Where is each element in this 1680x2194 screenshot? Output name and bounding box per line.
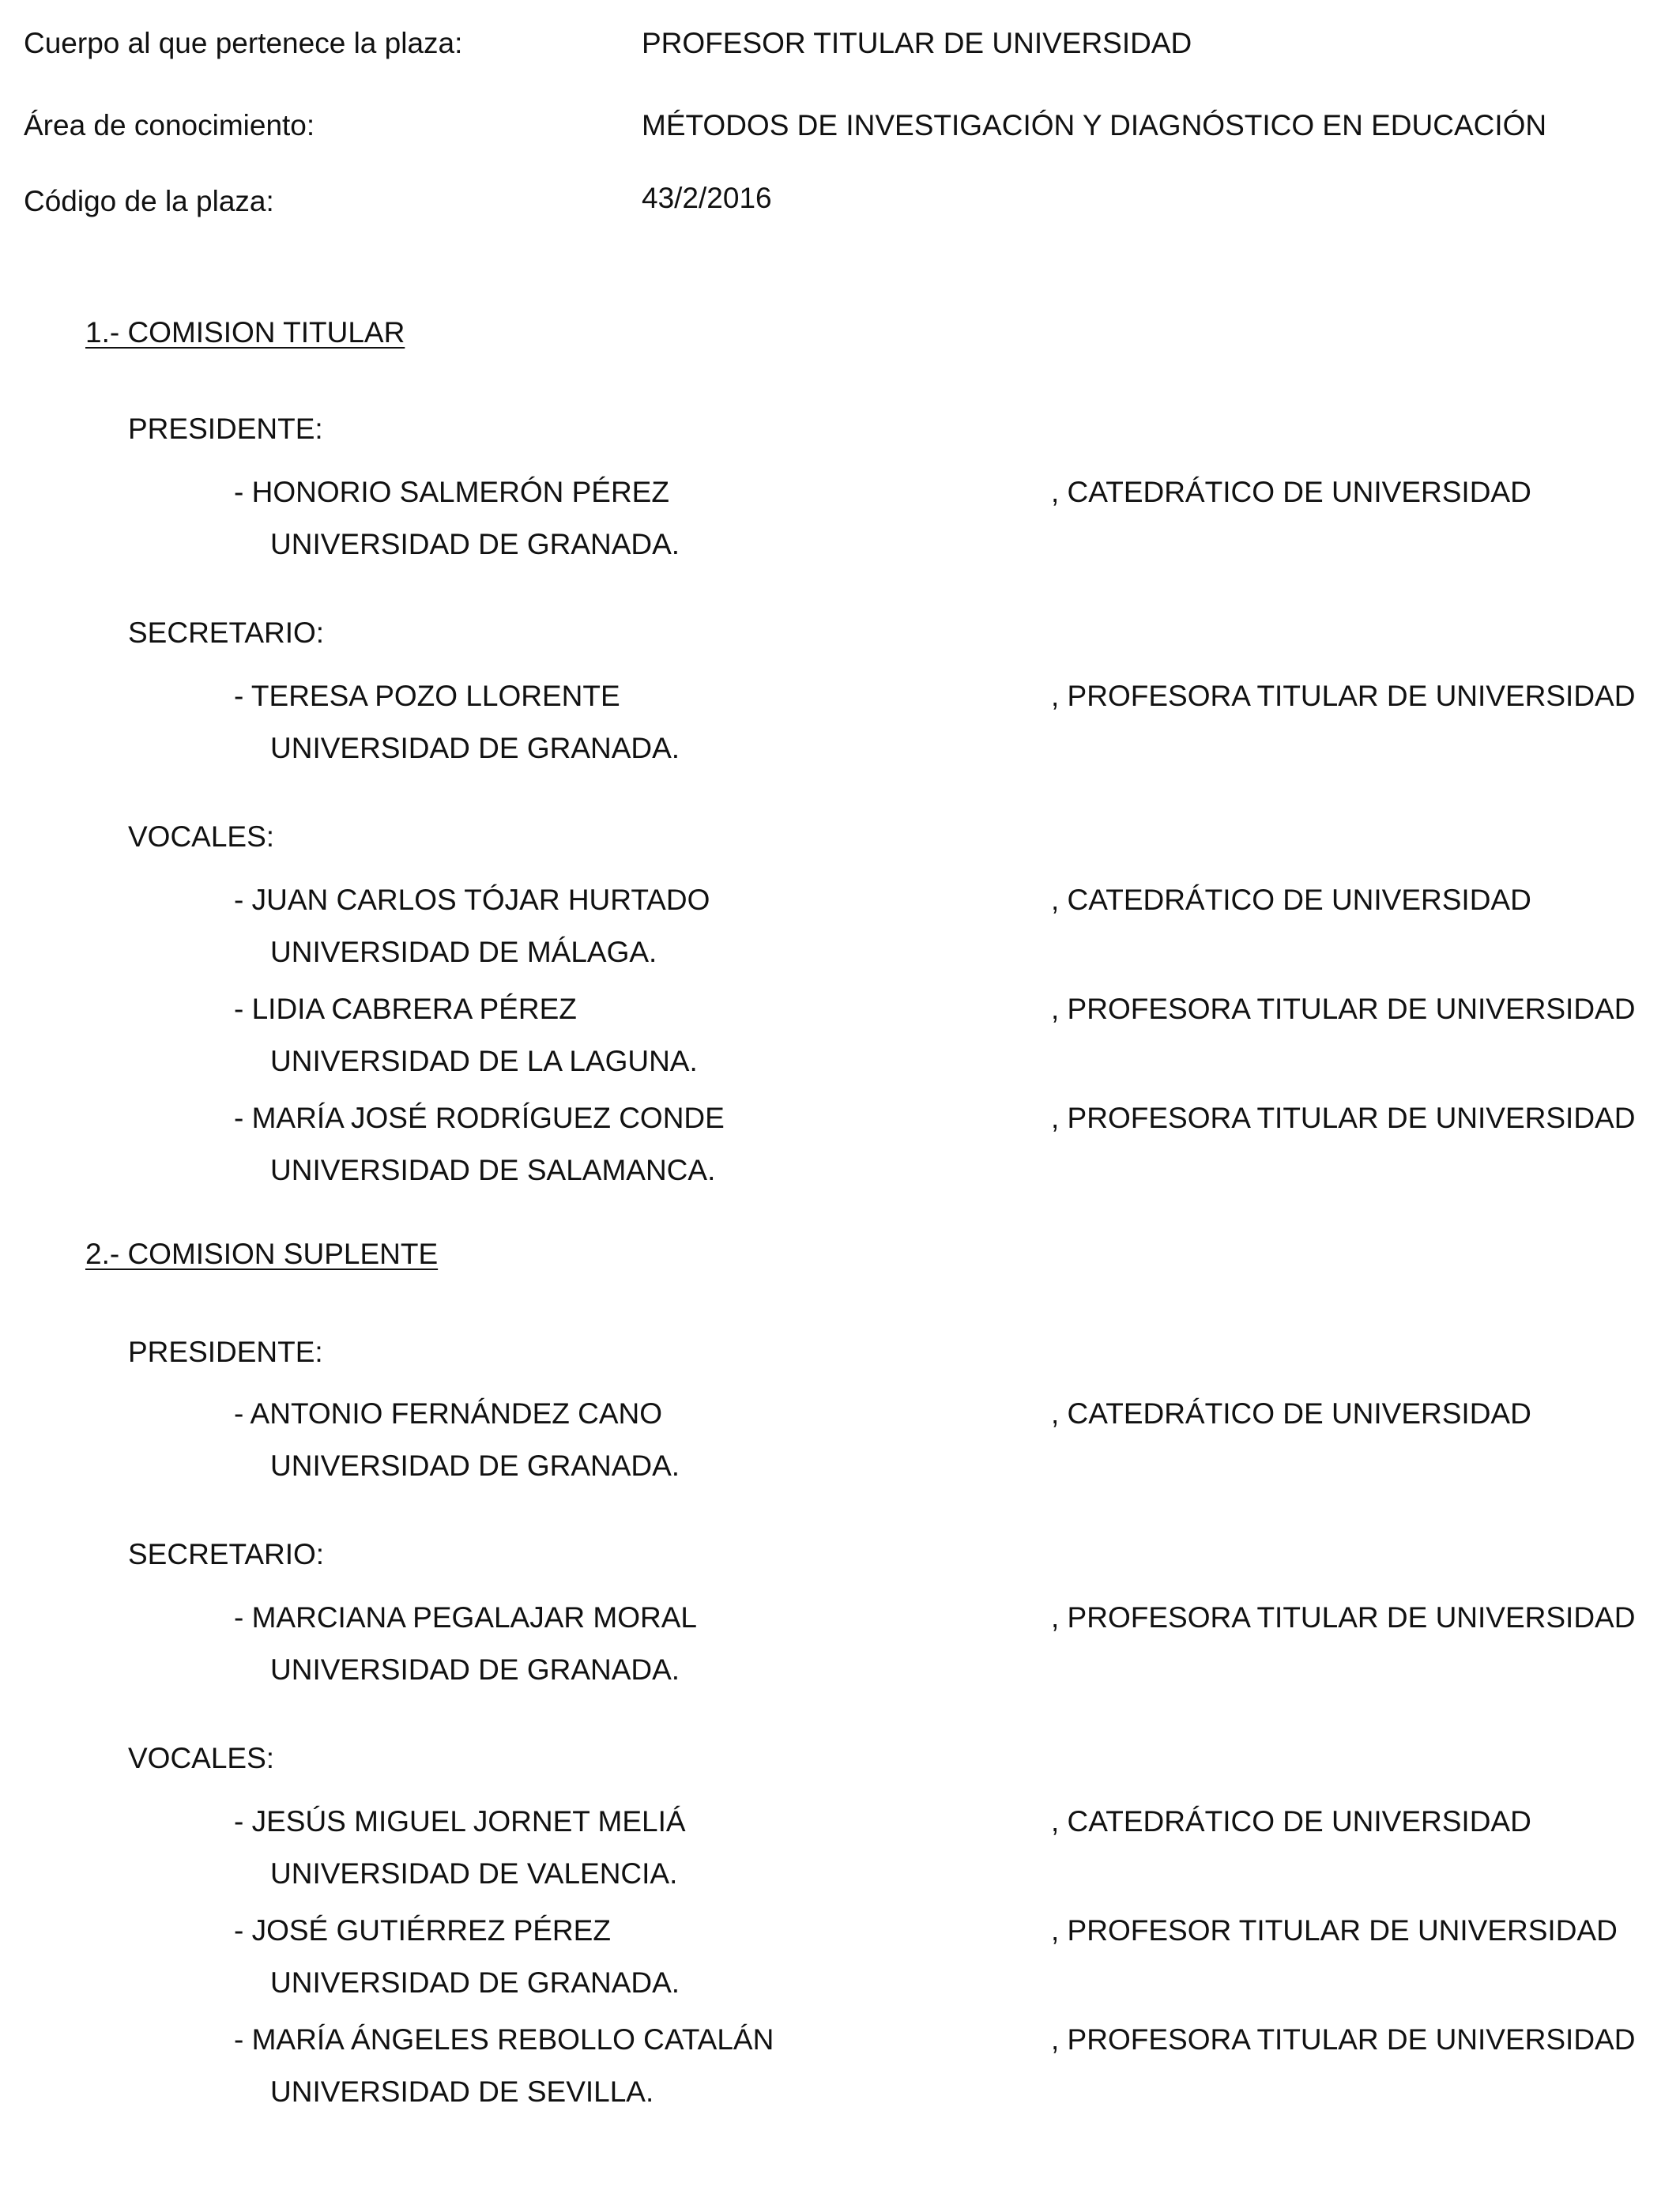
- suplente-vocal-3-university: UNIVERSIDAD DE SEVILLA.: [270, 2075, 654, 2108]
- area-value: MÉTODOS DE INVESTIGACIÓN Y DIAGNÓSTICO EN EDUCACIÓN: [642, 109, 1547, 141]
- titular-vocal-1-university: UNIVERSIDAD DE MÁLAGA.: [270, 936, 657, 968]
- titular-secretario-university: UNIVERSIDAD DE GRANADA.: [270, 732, 680, 764]
- suplente-vocal-2-university: UNIVERSIDAD DE GRANADA.: [270, 1966, 680, 1999]
- suplente-vocal-2-rank: , PROFESOR TITULAR DE UNIVERSIDAD: [1051, 1914, 1618, 1947]
- section-title-suplente: 2.- COMISION SUPLENTE: [85, 1238, 439, 1270]
- suplente-vocal-2-name: - JOSÉ GUTIÉRREZ PÉREZ: [234, 1914, 611, 1947]
- titular-secretario-heading: SECRETARIO:: [128, 616, 325, 649]
- titular-presidente-heading: PRESIDENTE:: [128, 413, 323, 445]
- titular-vocal-3-name: - MARÍA JOSÉ RODRÍGUEZ CONDE: [234, 1102, 725, 1134]
- suplente-vocal-3-rank: , PROFESORA TITULAR DE UNIVERSIDAD: [1051, 2023, 1636, 2056]
- titular-vocal-1-name: - JUAN CARLOS TÓJAR HURTADO: [234, 884, 710, 916]
- codigo-value: 43/2/2016: [642, 182, 772, 214]
- suplente-secretario-university: UNIVERSIDAD DE GRANADA.: [270, 1653, 680, 1686]
- titular-secretario-name: - TERESA POZO LLORENTE: [234, 680, 620, 712]
- suplente-secretario-heading: SECRETARIO:: [128, 1538, 325, 1570]
- titular-secretario-rank: , PROFESORA TITULAR DE UNIVERSIDAD: [1051, 680, 1636, 712]
- suplente-presidente-rank: , CATEDRÁTICO DE UNIVERSIDAD: [1051, 1397, 1531, 1430]
- cuerpo-value: PROFESOR TITULAR DE UNIVERSIDAD: [642, 27, 1192, 59]
- suplente-vocales-heading: VOCALES:: [128, 1742, 275, 1774]
- codigo-label: Código de la plaza:: [24, 185, 274, 217]
- titular-vocal-2-name: - LIDIA CABRERA PÉREZ: [234, 993, 577, 1025]
- titular-vocal-3-rank: , PROFESORA TITULAR DE UNIVERSIDAD: [1051, 1102, 1636, 1134]
- titular-presidente-name: - HONORIO SALMERÓN PÉREZ: [234, 476, 669, 508]
- suplente-vocal-1-university: UNIVERSIDAD DE VALENCIA.: [270, 1857, 678, 1890]
- suplente-vocal-3-name: - MARÍA ÁNGELES REBOLLO CATALÁN: [234, 2023, 774, 2056]
- titular-presidente-rank: , CATEDRÁTICO DE UNIVERSIDAD: [1051, 476, 1531, 508]
- suplente-vocal-1-name: - JESÚS MIGUEL JORNET MELIÁ: [234, 1805, 686, 1838]
- suplente-secretario-rank: , PROFESORA TITULAR DE UNIVERSIDAD: [1051, 1601, 1636, 1634]
- suplente-presidente-university: UNIVERSIDAD DE GRANADA.: [270, 1449, 680, 1482]
- titular-vocal-3-university: UNIVERSIDAD DE SALAMANCA.: [270, 1154, 716, 1186]
- titular-vocal-2-university: UNIVERSIDAD DE LA LAGUNA.: [270, 1045, 698, 1077]
- area-label: Área de conocimiento:: [24, 109, 315, 141]
- suplente-presidente-name: - ANTONIO FERNÁNDEZ CANO: [234, 1397, 663, 1430]
- cuerpo-label: Cuerpo al que pertenece la plaza:: [24, 27, 463, 59]
- section-title-titular: 1.- COMISION TITULAR: [85, 316, 405, 349]
- suplente-vocal-1-rank: , CATEDRÁTICO DE UNIVERSIDAD: [1051, 1805, 1531, 1838]
- titular-vocales-heading: VOCALES:: [128, 820, 275, 853]
- suplente-presidente-heading: PRESIDENTE:: [128, 1336, 323, 1368]
- titular-vocal-2-rank: , PROFESORA TITULAR DE UNIVERSIDAD: [1051, 993, 1636, 1025]
- suplente-secretario-name: - MARCIANA PEGALAJAR MORAL: [234, 1601, 697, 1634]
- titular-vocal-1-rank: , CATEDRÁTICO DE UNIVERSIDAD: [1051, 884, 1531, 916]
- titular-presidente-university: UNIVERSIDAD DE GRANADA.: [270, 528, 680, 560]
